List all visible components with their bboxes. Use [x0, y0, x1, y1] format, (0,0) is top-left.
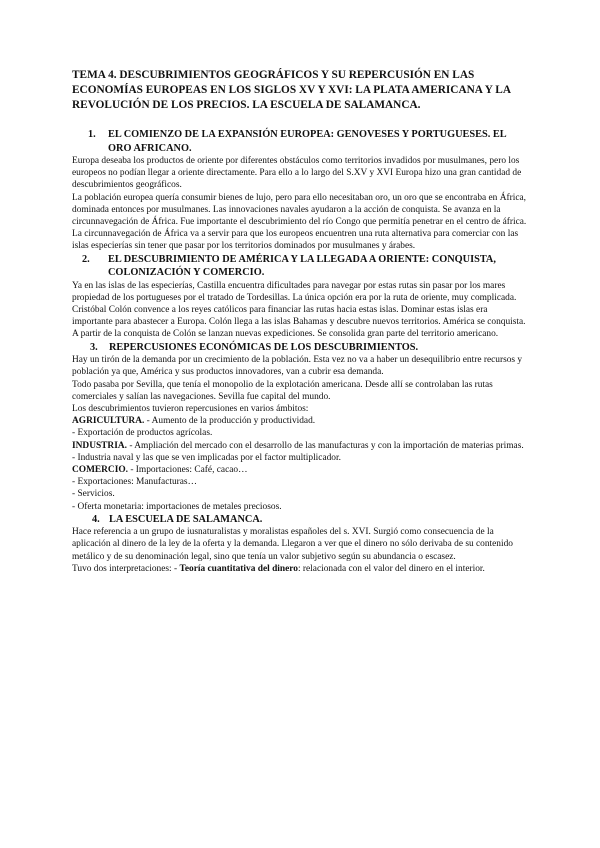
- section-1-title: EL COMIENZO DE LA EXPANSIÓN EUROPEA: GENOVESES Y PORTUGUESES. EL ORO AFRICANO.: [108, 129, 507, 154]
- section-3-title: REPERCUSIONES ECONÓMICAS DE LOS DESCUBRIMIENTOS.: [109, 341, 419, 353]
- paragraph: La población europea quería consumir bienes de lujo, pero para ello necesitaban oro, un oro que se encontraba en África, dominada entonces por musulmanes. Las innovaciones navales ayudaron a la acción de conquista. Se avanza en la circunnavegación de África. Fue importante el descubrimiento del río Congo que permitía penetrar en el centro de áfrica.: [72, 192, 527, 228]
- commerce-line: [72, 464, 530, 476]
- section-4-title: LA ESCUELA DE SALAMANCA.: [109, 513, 263, 525]
- commerce-label: COMERCIO.: [72, 464, 128, 475]
- industry-label: INDUSTRIA.: [72, 440, 127, 451]
- interpretations-text: : relacionada con el valor del dinero en el interior.: [297, 563, 485, 574]
- section-4: [72, 513, 530, 575]
- paragraph: La circunnavegación de África va a servir para que los europeos encuentren una ruta alternativa para comerciar con las islas especierías sin tener que pasar por los territorios dominados por musulmanes y árabes.: [72, 229, 519, 252]
- paragraph: Hay un tirón de la demanda por un crecimiento de la población. Esta vez no va a haber un desequilibrio entre recursos y población ya que, América y sus productos innovadores, van a cubrir esa demanda.: [72, 355, 523, 378]
- paragraph: Ya en las islas de las especierías, Castilla encuentra dificultades para navegar por estas rutas sin pasar por los mares propiedad de los portugueses por el tratado de Tordesillas. La única opción era por la ruta de oriente, muy complicada. Cristóbal Colón convence a los reyes católicos para financiar las rutas hacia estas islas. Dominar estas islas era importante para abastecer a Europa. Colón llega a las islas Bahamas y descubre nuevos territorios. América se conquista. A partir de la conquista de Colón se lanzan nuevas expediciones. Se consolida gran parte del territorio americano.: [72, 280, 526, 340]
- paragraph: Hace referencia a un grupo de iusnaturalistas y moralistas españoles del s. XVI. Surgió como consecuencia de la aplicación al dinero de la ley de la oferta y la demanda. Llegaron a ver que el dinero no sólo derivaba de su contenido metálico y de su denominación legal, sino que tenía un valor subjetivo según su abundancia o escasez.: [72, 527, 513, 562]
- interpretations-intro: Tuvo dos interpretaciones: -: [72, 563, 180, 574]
- document-page: [72, 68, 530, 575]
- paragraph: Europa deseaba los productos de oriente por diferentes obstáculos como territorios invadidos por musulmanes, pero los europeos no podían llegar a oriente directamente. Para ello a lo largo del S.XV y XVI Europa hizo una gran cantidad de descubrimientos geográficos.: [72, 156, 522, 191]
- section-3-number: 3.: [90, 341, 98, 353]
- list-item: - Oferta monetaria: importaciones de metales preciosos.: [72, 501, 282, 512]
- commerce-text: - Importaciones: Café, cacao…: [128, 464, 248, 475]
- agriculture-text: - Aumento de la producción y productividad.: [144, 416, 316, 427]
- section-2-heading: [72, 253, 530, 280]
- agriculture-line: [72, 415, 530, 427]
- section-3: [72, 341, 530, 513]
- paragraph: Los descubrimientos tuvieron repercusiones en varios ámbitos:: [72, 403, 309, 414]
- paragraph: Todo pasaba por Sevilla, que tenía el monopolio de la explotación americana. Desde allí se controlaban las rutas comerciales y salían las navegaciones. Sevilla fue capital del mundo.: [72, 379, 493, 402]
- agriculture-label: AGRICULTURA.: [72, 416, 145, 427]
- quantity-theory-term: Teoría cuantitativa del dinero: [179, 563, 298, 574]
- interpretations-line: [72, 563, 530, 575]
- document-title: TEMA 4. DESCUBRIMIENTOS GEOGRÁFICOS Y SU REPERCUSIÓN EN LAS ECONOMÍAS EUROPEAS EN LOS SIGLOS XV Y XVI: LA PLATA AMERICANA Y LA REVOLUCIÓN DE LOS PRECIOS. LA ESCUELA DE SALAMANCA.: [72, 69, 511, 111]
- section-1: [72, 128, 530, 253]
- industry-text: - Ampliación del mercado con el desarrollo de las manufacturas y con la importación de materias primas.: [126, 440, 524, 451]
- section-4-heading: [72, 513, 530, 527]
- list-item: - Exportaciones: Manufacturas…: [72, 477, 197, 488]
- list-item: - Servicios.: [72, 489, 115, 500]
- list-item: - Exportación de productos agrícolas.: [72, 428, 213, 439]
- industry-line: [72, 440, 530, 452]
- section-1-heading: [72, 128, 530, 155]
- section-2-title: EL DESCUBRIMIENTO DE AMÉRICA Y LA LLEGADA A ORIENTE: CONQUISTA, COLONIZACIÓN Y COMERCIO.: [108, 253, 496, 279]
- section-2: [72, 253, 530, 341]
- section-4-number: 4.: [92, 513, 100, 525]
- section-2-number: 2.: [82, 253, 90, 265]
- list-item: - Industria naval y las que se ven implicadas por el factor multiplicador.: [72, 452, 341, 463]
- section-1-number: 1.: [88, 129, 96, 140]
- section-3-heading: [72, 341, 530, 355]
